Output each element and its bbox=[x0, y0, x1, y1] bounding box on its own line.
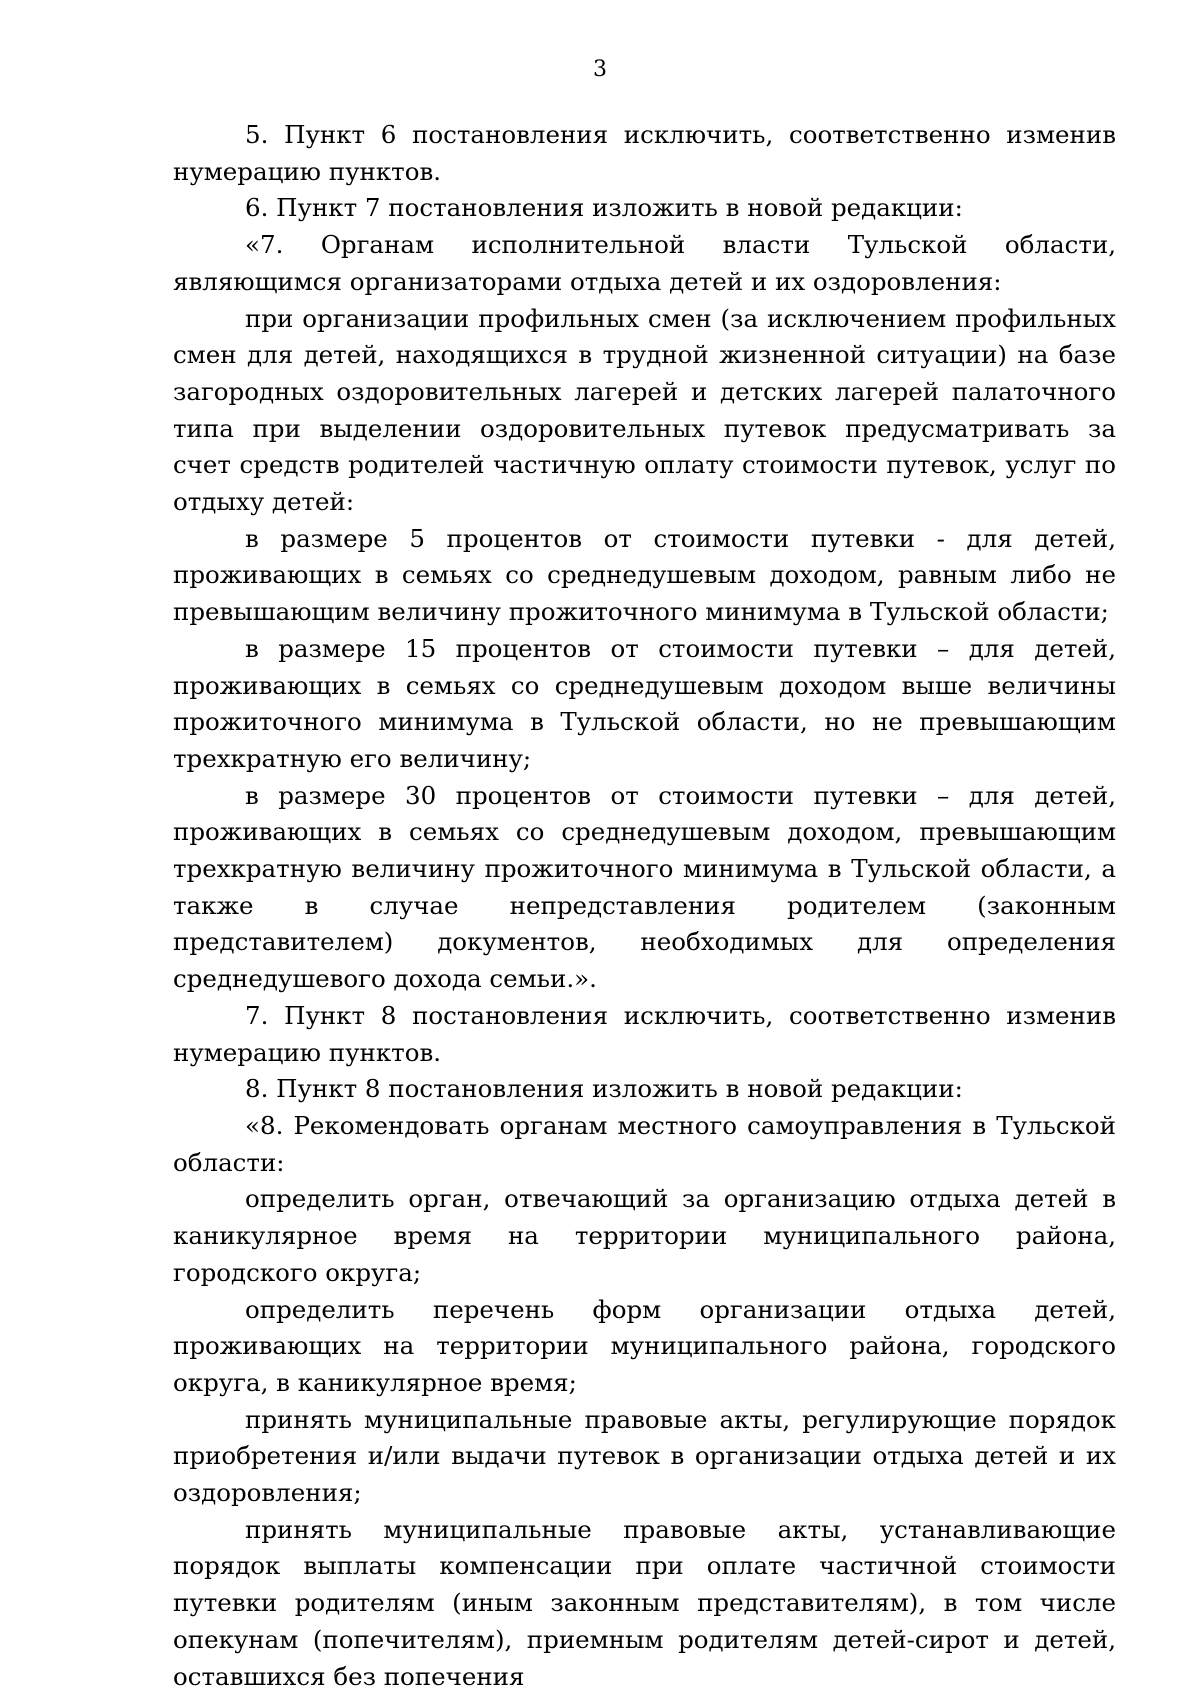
paragraph-item-8: 8. Пункт 8 постановления изложить в новой редакции: bbox=[245, 1074, 963, 1104]
paragraph-profile-shifts: при организации профильных смен (за исключением профильных смен для детей, находящихся в трудной жизненной ситуации) на базе загородных оздоровительных лагерей и детских лагерей палаточного типа при выделении оздоровительных путевок предусматривать за счет средств родителей частичную оплату стоимости путевок, услуг по отдыху детей: bbox=[173, 303, 1116, 517]
document-body bbox=[173, 117, 1116, 1695]
paragraph-vouchers-acts: принять муниципальные правовые акты, регулирующие порядок приобретения и/или выдачи путевок в организации отдыха детей и их оздоровления; bbox=[173, 1404, 1116, 1508]
paragraph-compensation-acts: принять муниципальные правовые акты, устанавливающие порядок выплаты компенсации при оплате частичной стоимости путевки родителям (иным законным представителям), в том числе опекунам (попечителям), приемным родителям детей-сирот и детей, оставшихся без попечения bbox=[173, 1514, 1116, 1691]
paragraph-rate-5-percent: в размере 5 процентов от стоимости путевки - для детей, проживающих в семьях со среднедушевым доходом, равным либо не превышающим величину прожиточного минимума в Тульской области; bbox=[173, 523, 1116, 627]
page-number: 3 bbox=[593, 57, 607, 82]
paragraph-define-authority: определить орган, отвечающий за организацию отдыха детей в каникулярное время на территории муниципального района, городского округа; bbox=[173, 1184, 1116, 1287]
paragraph-quoted-8: «8. Рекомендовать органам местного самоуправления в Тульской области: bbox=[173, 1110, 1116, 1177]
paragraph-quoted-7: «7. Органам исполнительной власти Тульской области, являющимся организаторами отдыха детей и их оздоровления: bbox=[173, 230, 1116, 296]
paragraph-define-forms: определить перечень форм организации отдыха детей, проживающих на территории муниципального района, городского округа, в каникулярное время; bbox=[173, 1294, 1116, 1397]
paragraph-rate-30-percent: в размере 30 процентов от стоимости путевки – для детей, проживающих в семьях со среднедушевым доходом, превышающим трехкратную величину прожиточного минимума в Тульской области, а также в случае непредставления родителем (законным представителем) документов, необходимых для определения среднедушевого дохода семьи.». bbox=[173, 780, 1116, 994]
paragraph-item-5: 5. Пункт 6 постановления исключить, соответственно изменив нумерацию пунктов. bbox=[173, 120, 1116, 186]
paragraph-rate-15-percent: в размере 15 процентов от стоимости путевки – для детей, проживающих в семьях со среднедушевым доходом выше величины прожиточного минимума в Тульской области, но не превышающим трехкратную его величину; bbox=[173, 633, 1116, 773]
paragraph-item-6: 6. Пункт 7 постановления изложить в новой редакции: bbox=[245, 193, 963, 223]
paragraph-item-7: 7. Пункт 8 постановления исключить, соответственно изменив нумерацию пунктов. bbox=[173, 1000, 1116, 1067]
